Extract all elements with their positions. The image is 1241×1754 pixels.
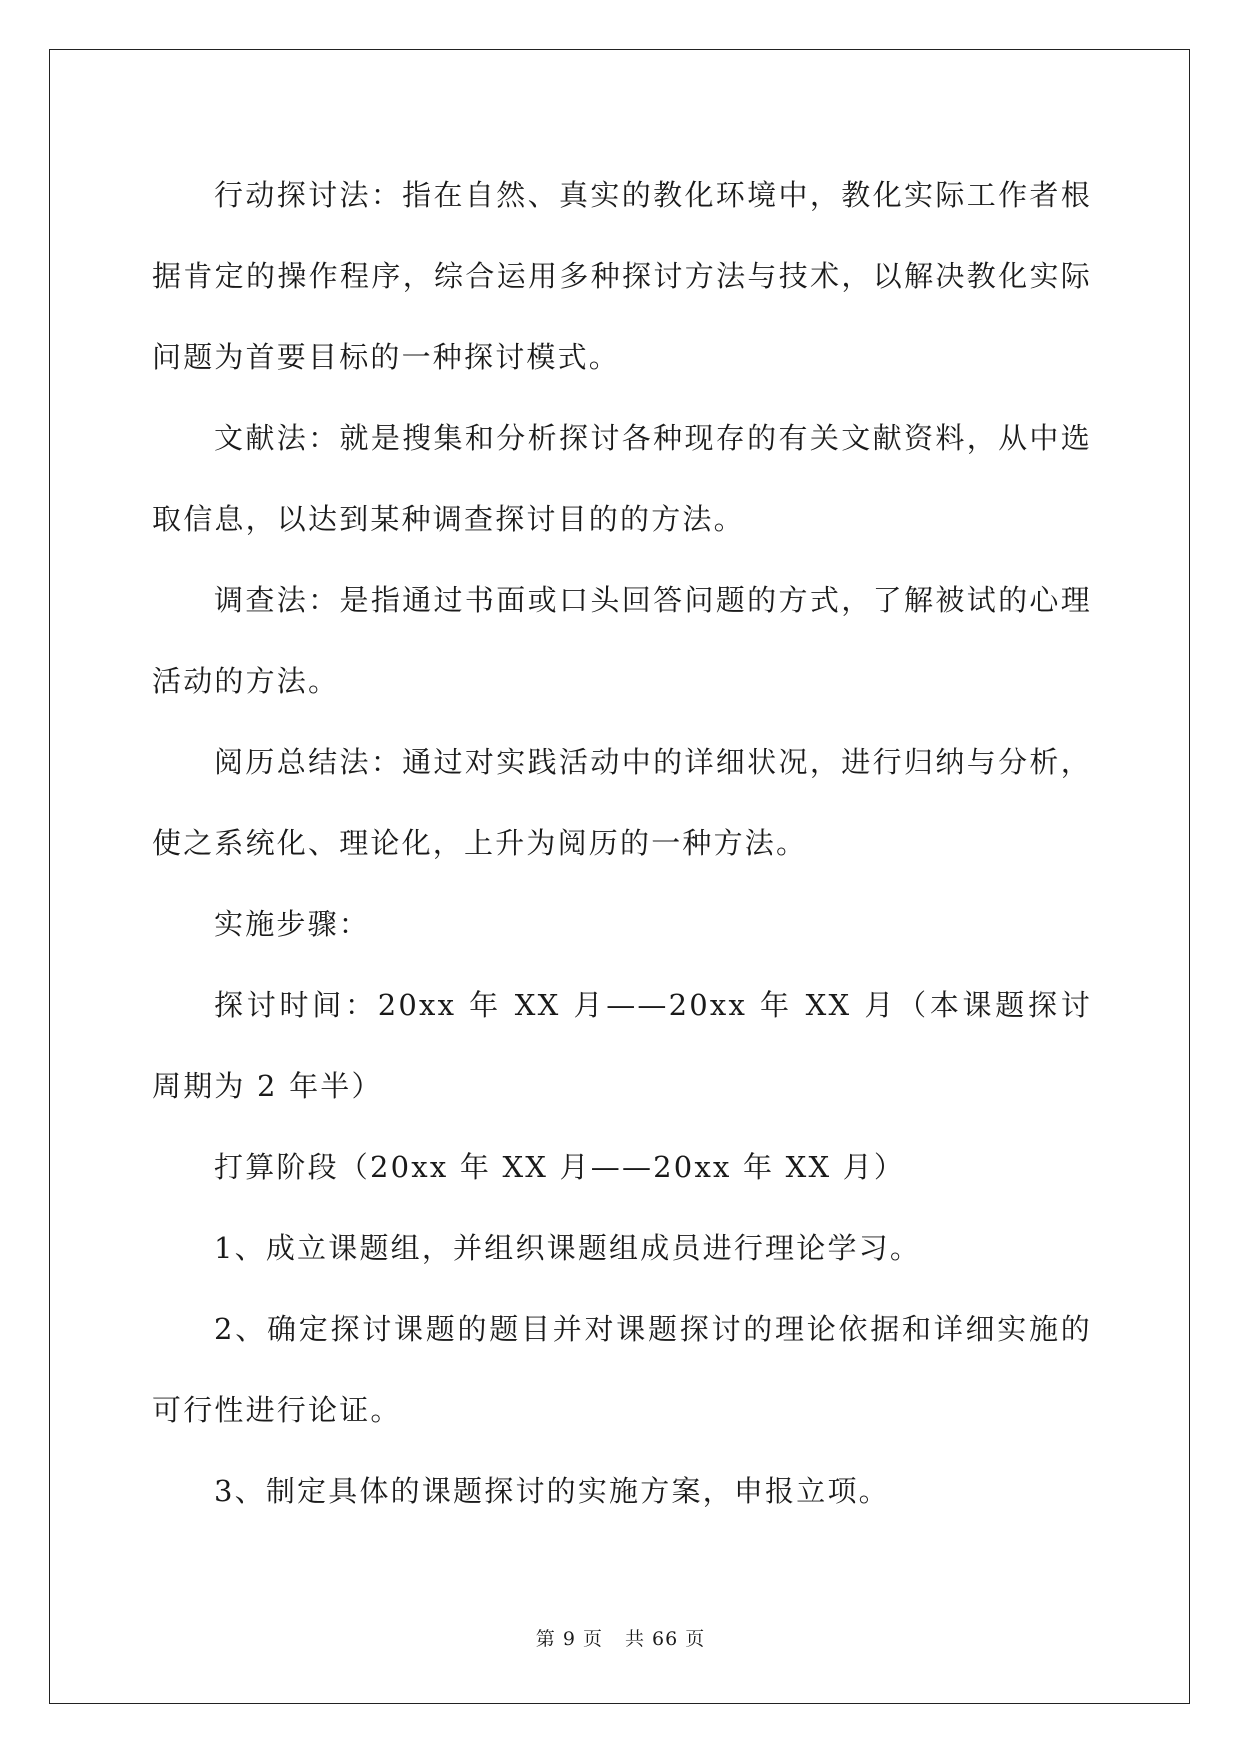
paragraph-research-period: 探讨时间：20xx 年 XX 月——20xx 年 XX 月（本课题探讨周期为 2 年半） — [152, 988, 1092, 1103]
page-number: 第 9 页 — [535, 1628, 603, 1650]
paragraph-survey-method: 调查法：是指通过书面或口头回答问题的方式，了解被试的心理活动的方法。 — [152, 583, 1092, 698]
page-footer — [0, 1624, 1241, 1651]
document-body — [152, 155, 1092, 1532]
total-pages: 共 66 页 — [624, 1628, 706, 1650]
paragraph-experience-summary: 阅历总结法：通过对实践活动中的详细状况，进行归纳与分析，使之系统化、理论化，上升为阅历的一种方法。 — [152, 745, 1092, 860]
paragraph-action-research: 行动探讨法：指在自然、真实的教化环境中，教化实际工作者根据肯定的操作程序，综合运用多种探讨方法与技术，以解决教化实际问题为首要目标的一种探讨模式。 — [152, 178, 1092, 374]
paragraph-step-3: 3、制定具体的课题探讨的实施方案，申报立项。 — [214, 1474, 890, 1508]
paragraph-preparation-stage: 打算阶段（20xx 年 XX 月——20xx 年 XX 月） — [214, 1150, 906, 1184]
paragraph-step-2: 2、确定探讨课题的题目并对课题探讨的理论依据和详细实施的可行性进行论证。 — [152, 1312, 1092, 1427]
paragraph-step-1: 1、成立课题组，并组织课题组成员进行理论学习。 — [214, 1231, 922, 1265]
paragraph-literature-method: 文献法：就是搜集和分析探讨各种现存的有关文献资料，从中选取信息，以达到某种调查探讨目的的方法。 — [152, 421, 1092, 536]
paragraph-implementation-steps: 实施步骤： — [214, 907, 371, 941]
